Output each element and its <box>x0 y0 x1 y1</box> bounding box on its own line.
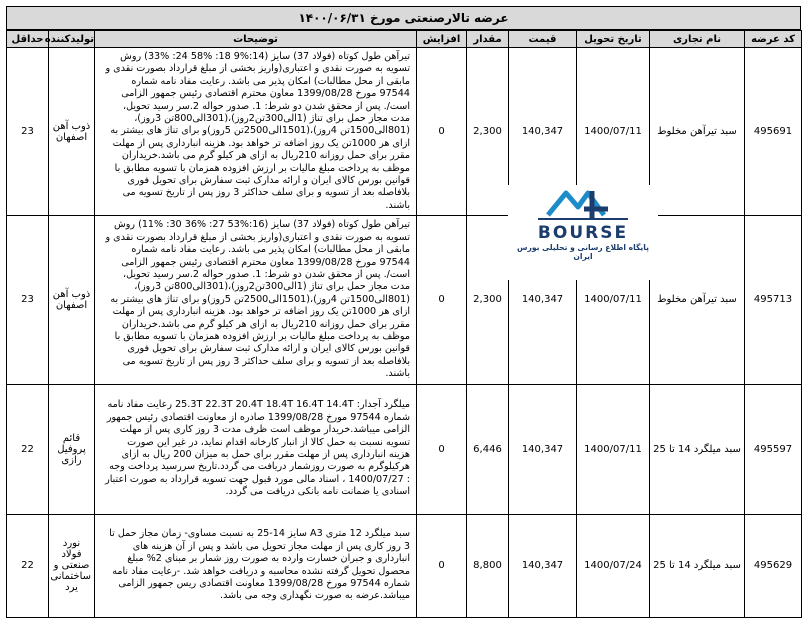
cell-desc: تیرآهن طول کوتاه (فولاد 37) سایز (14:%9 18: %58 24: %33) روش تسویه به صورت نقدی و اعتباری(واریز بخشی از مبلغ قرارداد بصورت نقدی و مابقی از محل مطالبات) امکان پذیر می باشد. رعایت مفاد نامه شماره 97544 مورخ 1399/08/28 معاون محترم اقتصادی رئیس جمهور الزامی است/. پس از محقق شدن دو شرط: 1. صدور حواله 2.سر رسید تحویل، مدت مجاز حمل برای تناژ (1الی300تن2روز)،(301الی800تن 3روز)،(801الی1500تن 4روز)،(1501الی2500تن 5روز)و برای تناژ های بیشتر به ازای هر 1000تن یک روز اضافه تر خواهد بود. هزینه انبارداری پس از مهلت مقرر برای حمل روزانه 210ریال به ازای هر کیلو گرم می باشد.خریداران موظف به پرداخت مبلغ مالیات بر ارزش افزوده همزمان با تسویه مطابق با قوانین بورس کالای ایران و ارائه مدارک ثبت سفارش برای تحویل فوری بلافاصله بعد از تسویه و برای سلف حداکثر 3 روز پس از تاریخ تسویه می باشند. <box>95 48 417 216</box>
cell-producer: قائم پروفیل رازی <box>49 384 95 514</box>
cell-amount: 6,446 <box>467 384 509 514</box>
header-row <box>7 31 802 48</box>
table-row <box>7 514 802 617</box>
header-amount: مقدار <box>467 31 509 48</box>
cell-producer: نورد فولاد صنعتی و ساختمانی یرد <box>49 514 95 617</box>
page-title: عرضه تالارصنعتی مورخ ۱۴۰۰/۰۶/۳۱ <box>6 6 801 30</box>
cell-name: سبد تیرآهن مخلوط <box>650 216 745 384</box>
cell-code: 495691 <box>745 48 802 216</box>
bourse-24-mark-icon <box>508 185 658 225</box>
offer-sheet <box>6 6 801 618</box>
logo-wordmark: BOURSE <box>537 223 629 243</box>
cell-increase: 0 <box>417 384 467 514</box>
cell-desc: سبد میلگرد 12 متری A3 سایز 14-25 به نسبت مساوی- زمان مجاز حمل تا 3 روز کاری پس از مهلت مجاز تحویل می باشد و پس از آن هزینه های انبارداری و جبران خسارت وارده به صورت روز شمار بر مبنای 2% مبلغ محصول تحویل گرفته نشده محاسبه و دریافت خواهد شد. -رعایت مفاد نامه شماره 97544 مورخ 1399/08/28 معاونت اقتصادی ریس جمهور الزامی میباشد.عرضه به صورت نگهداری وجه می باشد. <box>95 514 417 617</box>
cell-producer: ذوب آهن اصفهان <box>49 48 95 216</box>
cell-price: 140,347 <box>509 48 577 216</box>
header-name: نام تجاری <box>650 31 745 48</box>
header-producer: تولیدکننده <box>49 31 95 48</box>
header-min: حداقل <box>7 31 49 48</box>
cell-desc: تیرآهن طول کوتاه (فولاد 37) سایز (16:%53 27: %36 30: %11) روش تسویه به صورت نقدی و اعتباری(واریز بخشی از مبلغ قرارداد بصورت نقدی و مابقی از محل مطالبات) امکان پذیر می باشد. رعایت مفاد نامه شماره 97544 مورخ 1399/08/28 معاون محترم اقتصادی رئیس جمهور الزامی است/. پس از محقق شدن دو شرط: 1. صدور حواله 2.سر رسید تحویل، مدت مجاز حمل برای تناژ (1الی300تن2روز)،(301الی800تن 3روز)،(801الی1500تن 4روز)،(1501الی2500تن 5روز)و برای تناژ های بیشتر به ازای هر 1000تن یک روز اضافه تر خواهد بود. هزینه انبارداری پس از مهلت مقرر برای حمل روزانه 210ریال به ازای هر کیلو گرم می باشد.خریداران موظف به پرداخت مبلغ مالیات بر ارزش افزوده همزمان با تسویه مطابق با قوانین بورس کالای ایران و ارائه مدارک ثبت سفارش برای تحویل فوری بلافاصله بعد از تسویه و برای سلف حداکثر 3 روز پس از تاریخ تسویه می باشند. <box>95 216 417 384</box>
cell-name: سبد تیرآهن مخلوط <box>650 48 745 216</box>
header-desc: توضیحات <box>95 31 417 48</box>
cell-price: 140,347 <box>509 514 577 617</box>
cell-delivery: 1400/07/11 <box>577 384 650 514</box>
cell-name: سبد میلگرد 14 تا 25 <box>650 384 745 514</box>
cell-code: 495597 <box>745 384 802 514</box>
cell-amount: 2,300 <box>467 216 509 384</box>
offers-table <box>6 30 802 618</box>
bourse-logo <box>508 185 658 280</box>
header-price: قیمت <box>509 31 577 48</box>
header-increase: افزایش <box>417 31 467 48</box>
cell-min: 23 <box>7 216 49 384</box>
cell-desc: میلگرد آجدار: 25.3T 22.3T 20.4T 18.4T 16.4T 14.4T رعایت مفاد نامه شماره 97544 مورخ 1399/08/28 صادره از معاونت اقتصادی رئیس جمهور الزامی میباشد.خریدار موظف است ظرف مدت 3 روز کاری پس از مهلت تسویه نسبت به حمل کالا از انبار کارخانه اقدام نماید، در غیر این صورت هزینه انبارداری پس از مهلت مقرر برای حمل به میزان 200 ریال به ازای هرکیلوگرم به صورت روزشمار دریافت می گردد.تاریخ سررسید پرداخت وجه : 1400/07/27 ، اسناد مالی مورد قبول جهت تسویه قرارداد به صورت اعتبار اسنادی یا ضمانت نامه بانکی دریافت می گردد. <box>95 384 417 514</box>
cell-amount: 2,300 <box>467 48 509 216</box>
cell-delivery: 1400/07/11 <box>577 216 650 384</box>
cell-code: 495713 <box>745 216 802 384</box>
cell-amount: 8,800 <box>467 514 509 617</box>
header-delivery: تاریخ تحویل <box>577 31 650 48</box>
logo-subtitle: پایگاه اطلاع رسانی و تحلیلی بورس ایران <box>517 243 649 261</box>
cell-delivery: 1400/07/24 <box>577 514 650 617</box>
cell-min: 22 <box>7 514 49 617</box>
table-row <box>7 384 802 514</box>
cell-delivery: 1400/07/11 <box>577 48 650 216</box>
cell-name: سبد میلگرد 14 تا 25 <box>650 514 745 617</box>
cell-price: 140,347 <box>509 384 577 514</box>
cell-increase: 0 <box>417 514 467 617</box>
cell-min: 23 <box>7 48 49 216</box>
cell-increase: 0 <box>417 48 467 216</box>
header-code: کد عرضه <box>745 31 802 48</box>
table-row <box>7 216 802 384</box>
cell-min: 22 <box>7 384 49 514</box>
table-row <box>7 48 802 216</box>
cell-increase: 0 <box>417 216 467 384</box>
cell-price: 140,347 <box>509 216 577 384</box>
cell-producer: ذوب آهن اصفهان <box>49 216 95 384</box>
cell-code: 495629 <box>745 514 802 617</box>
